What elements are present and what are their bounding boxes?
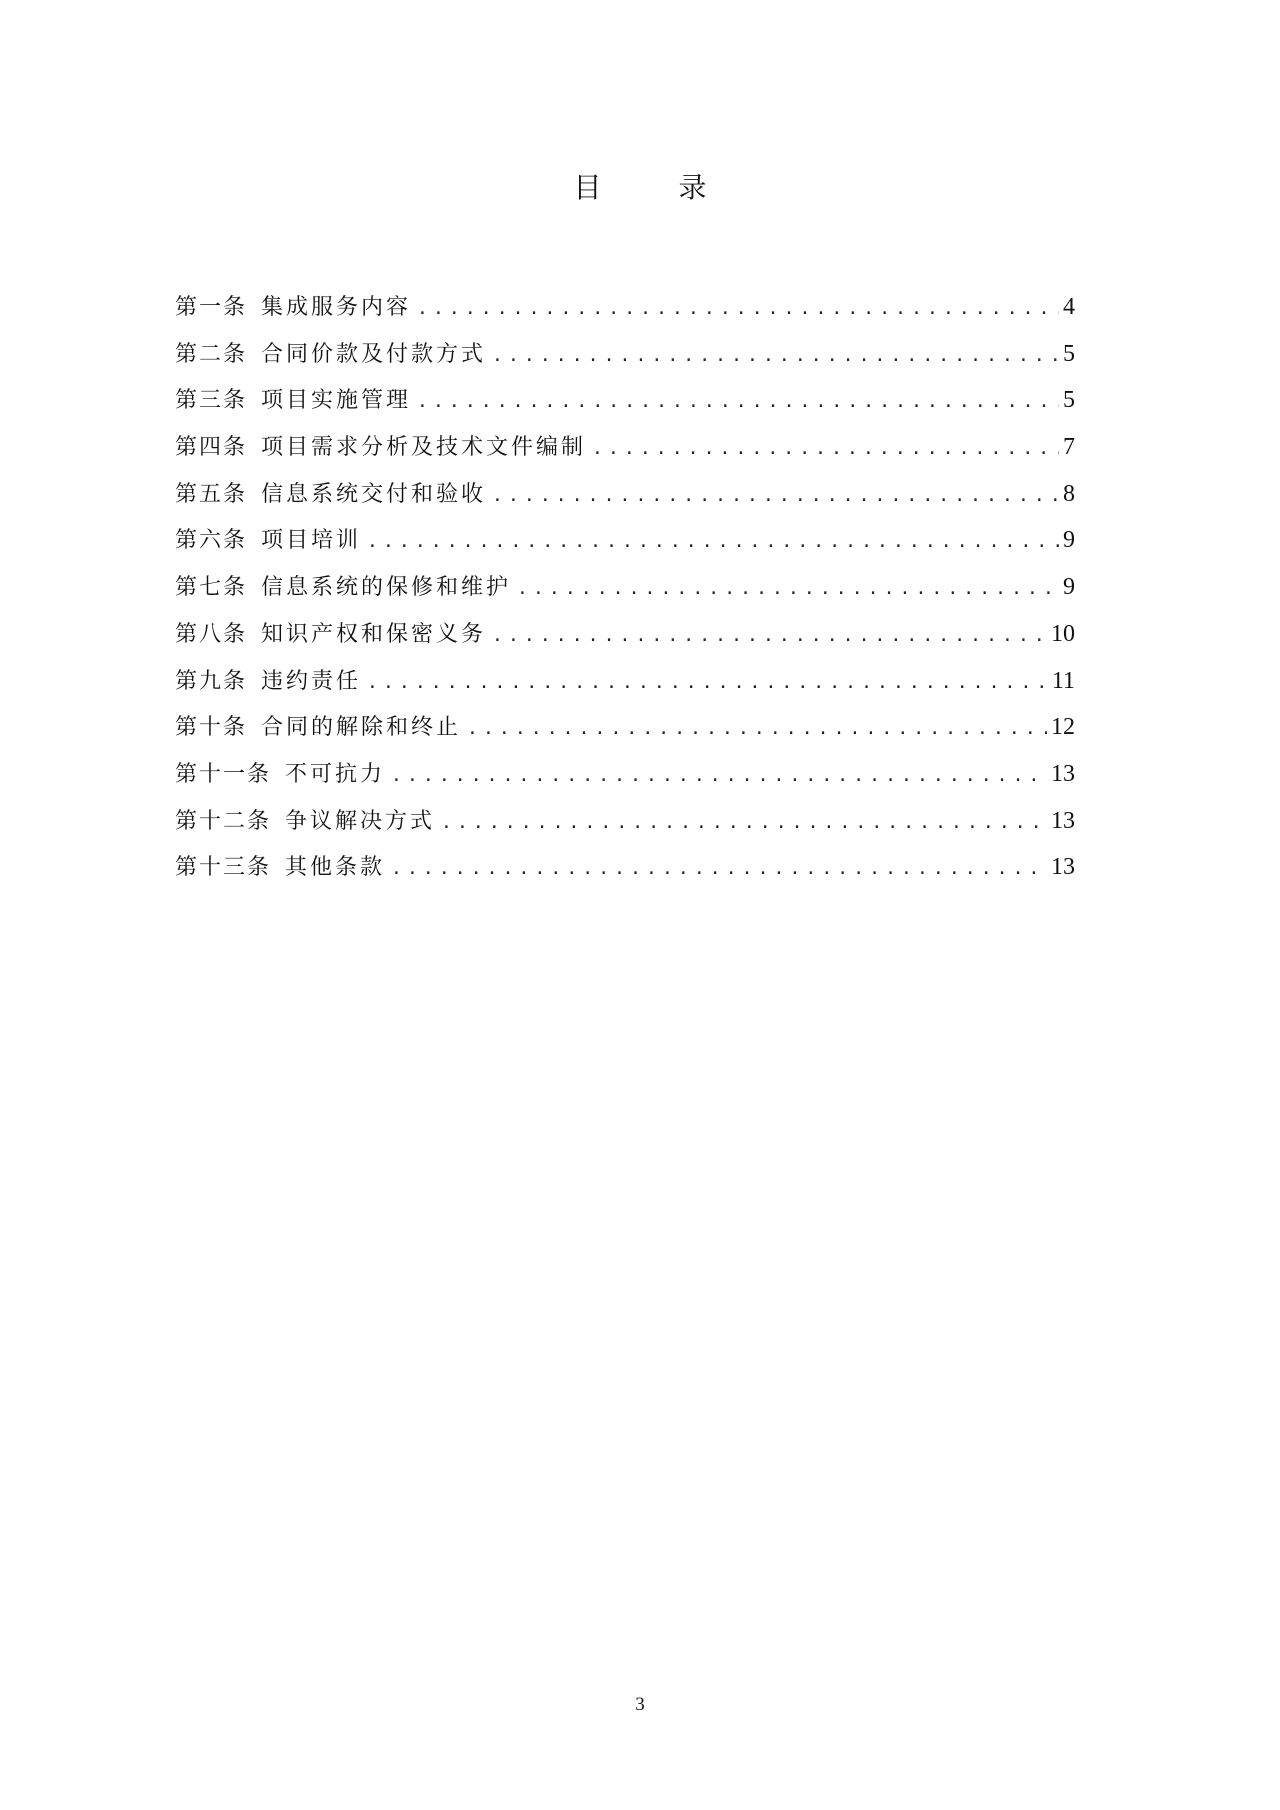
toc-entry-page: 9 bbox=[1063, 527, 1075, 554]
toc-dot-leader bbox=[492, 333, 1059, 380]
toc-dot-leader bbox=[592, 426, 1059, 473]
toc-entry[interactable] bbox=[175, 564, 1075, 611]
toc-entry-page: 5 bbox=[1063, 340, 1075, 367]
toc-entry-article: 第四条 bbox=[175, 435, 248, 461]
toc-entry-article: 第七条 bbox=[175, 575, 248, 601]
toc-dot-leader bbox=[417, 286, 1059, 333]
toc-entry-article: 第六条 bbox=[175, 528, 248, 554]
toc-entry-heading: 信息系统交付和验收 bbox=[261, 481, 487, 507]
toc-entry-article: 第九条 bbox=[175, 668, 248, 694]
toc-entry-page: 12 bbox=[1051, 714, 1075, 741]
toc-entry-heading: 合同的解除和终止 bbox=[261, 715, 462, 741]
toc-entry-heading: 违约责任 bbox=[261, 668, 362, 694]
toc-entry-article: 第十二条 bbox=[175, 808, 272, 834]
toc-entry[interactable] bbox=[175, 284, 1075, 331]
toc-entry-page: 13 bbox=[1051, 760, 1075, 787]
toc-entry-page: 10 bbox=[1051, 620, 1075, 647]
toc-entry[interactable] bbox=[175, 751, 1075, 798]
toc-dot-leader bbox=[391, 846, 1047, 893]
toc-dot-leader bbox=[467, 706, 1047, 753]
toc-dot-leader bbox=[441, 800, 1047, 847]
toc-entry[interactable] bbox=[175, 611, 1075, 658]
table-of-contents bbox=[175, 284, 1075, 891]
toc-entry[interactable] bbox=[175, 704, 1075, 751]
toc-entry-page: 5 bbox=[1063, 387, 1075, 414]
toc-entry[interactable] bbox=[175, 471, 1075, 518]
toc-dot-leader bbox=[417, 379, 1059, 426]
toc-entry-page: 13 bbox=[1051, 807, 1075, 834]
toc-entry-page: 8 bbox=[1063, 480, 1075, 507]
toc-entry-page: 4 bbox=[1063, 294, 1075, 320]
toc-entry-page: 11 bbox=[1051, 667, 1075, 694]
toc-entry-heading: 项目实施管理 bbox=[261, 388, 412, 414]
toc-dot-leader bbox=[367, 519, 1059, 566]
toc-entry-heading: 不可抗力 bbox=[285, 761, 386, 787]
toc-entry-article: 第二条 bbox=[175, 341, 248, 367]
toc-entry-heading: 合同价款及付款方式 bbox=[261, 341, 487, 367]
toc-entry-article: 第三条 bbox=[175, 388, 248, 414]
toc-entry-article: 第十三条 bbox=[175, 855, 272, 881]
toc-entry[interactable] bbox=[175, 424, 1075, 471]
toc-entry-heading: 项目培训 bbox=[261, 528, 362, 554]
toc-entry[interactable] bbox=[175, 844, 1075, 891]
toc-entry-article: 第十条 bbox=[175, 715, 248, 741]
toc-entry[interactable] bbox=[175, 658, 1075, 705]
toc-entry[interactable] bbox=[175, 798, 1075, 845]
toc-dot-leader bbox=[391, 753, 1047, 800]
toc-title: 目 录 bbox=[573, 171, 741, 204]
toc-entry-heading: 项目需求分析及技术文件编制 bbox=[261, 435, 587, 461]
toc-dot-leader bbox=[367, 660, 1048, 707]
toc-entry[interactable] bbox=[175, 517, 1075, 564]
toc-entry-heading: 知识产权和保密义务 bbox=[261, 621, 487, 647]
page-number: 3 bbox=[635, 1694, 645, 1715]
toc-entry-heading: 信息系统的保修和维护 bbox=[261, 575, 512, 601]
toc-entry[interactable] bbox=[175, 331, 1075, 378]
toc-entry-page: 7 bbox=[1063, 434, 1075, 461]
toc-entry-heading: 其他条款 bbox=[285, 855, 386, 881]
toc-entry[interactable] bbox=[175, 377, 1075, 424]
toc-dot-leader bbox=[492, 473, 1059, 520]
toc-entry-article: 第十一条 bbox=[175, 761, 272, 787]
toc-entry-article: 第一条 bbox=[175, 295, 248, 320]
toc-dot-leader bbox=[492, 613, 1047, 660]
toc-entry-page: 9 bbox=[1063, 574, 1075, 601]
toc-entry-heading: 争议解决方式 bbox=[285, 808, 436, 834]
toc-entry-heading: 集成服务内容 bbox=[261, 295, 412, 320]
toc-entry-article: 第五条 bbox=[175, 481, 248, 507]
toc-dot-leader bbox=[517, 566, 1059, 613]
toc-entry-page: 13 bbox=[1051, 854, 1075, 881]
toc-entry-article: 第八条 bbox=[175, 621, 248, 647]
